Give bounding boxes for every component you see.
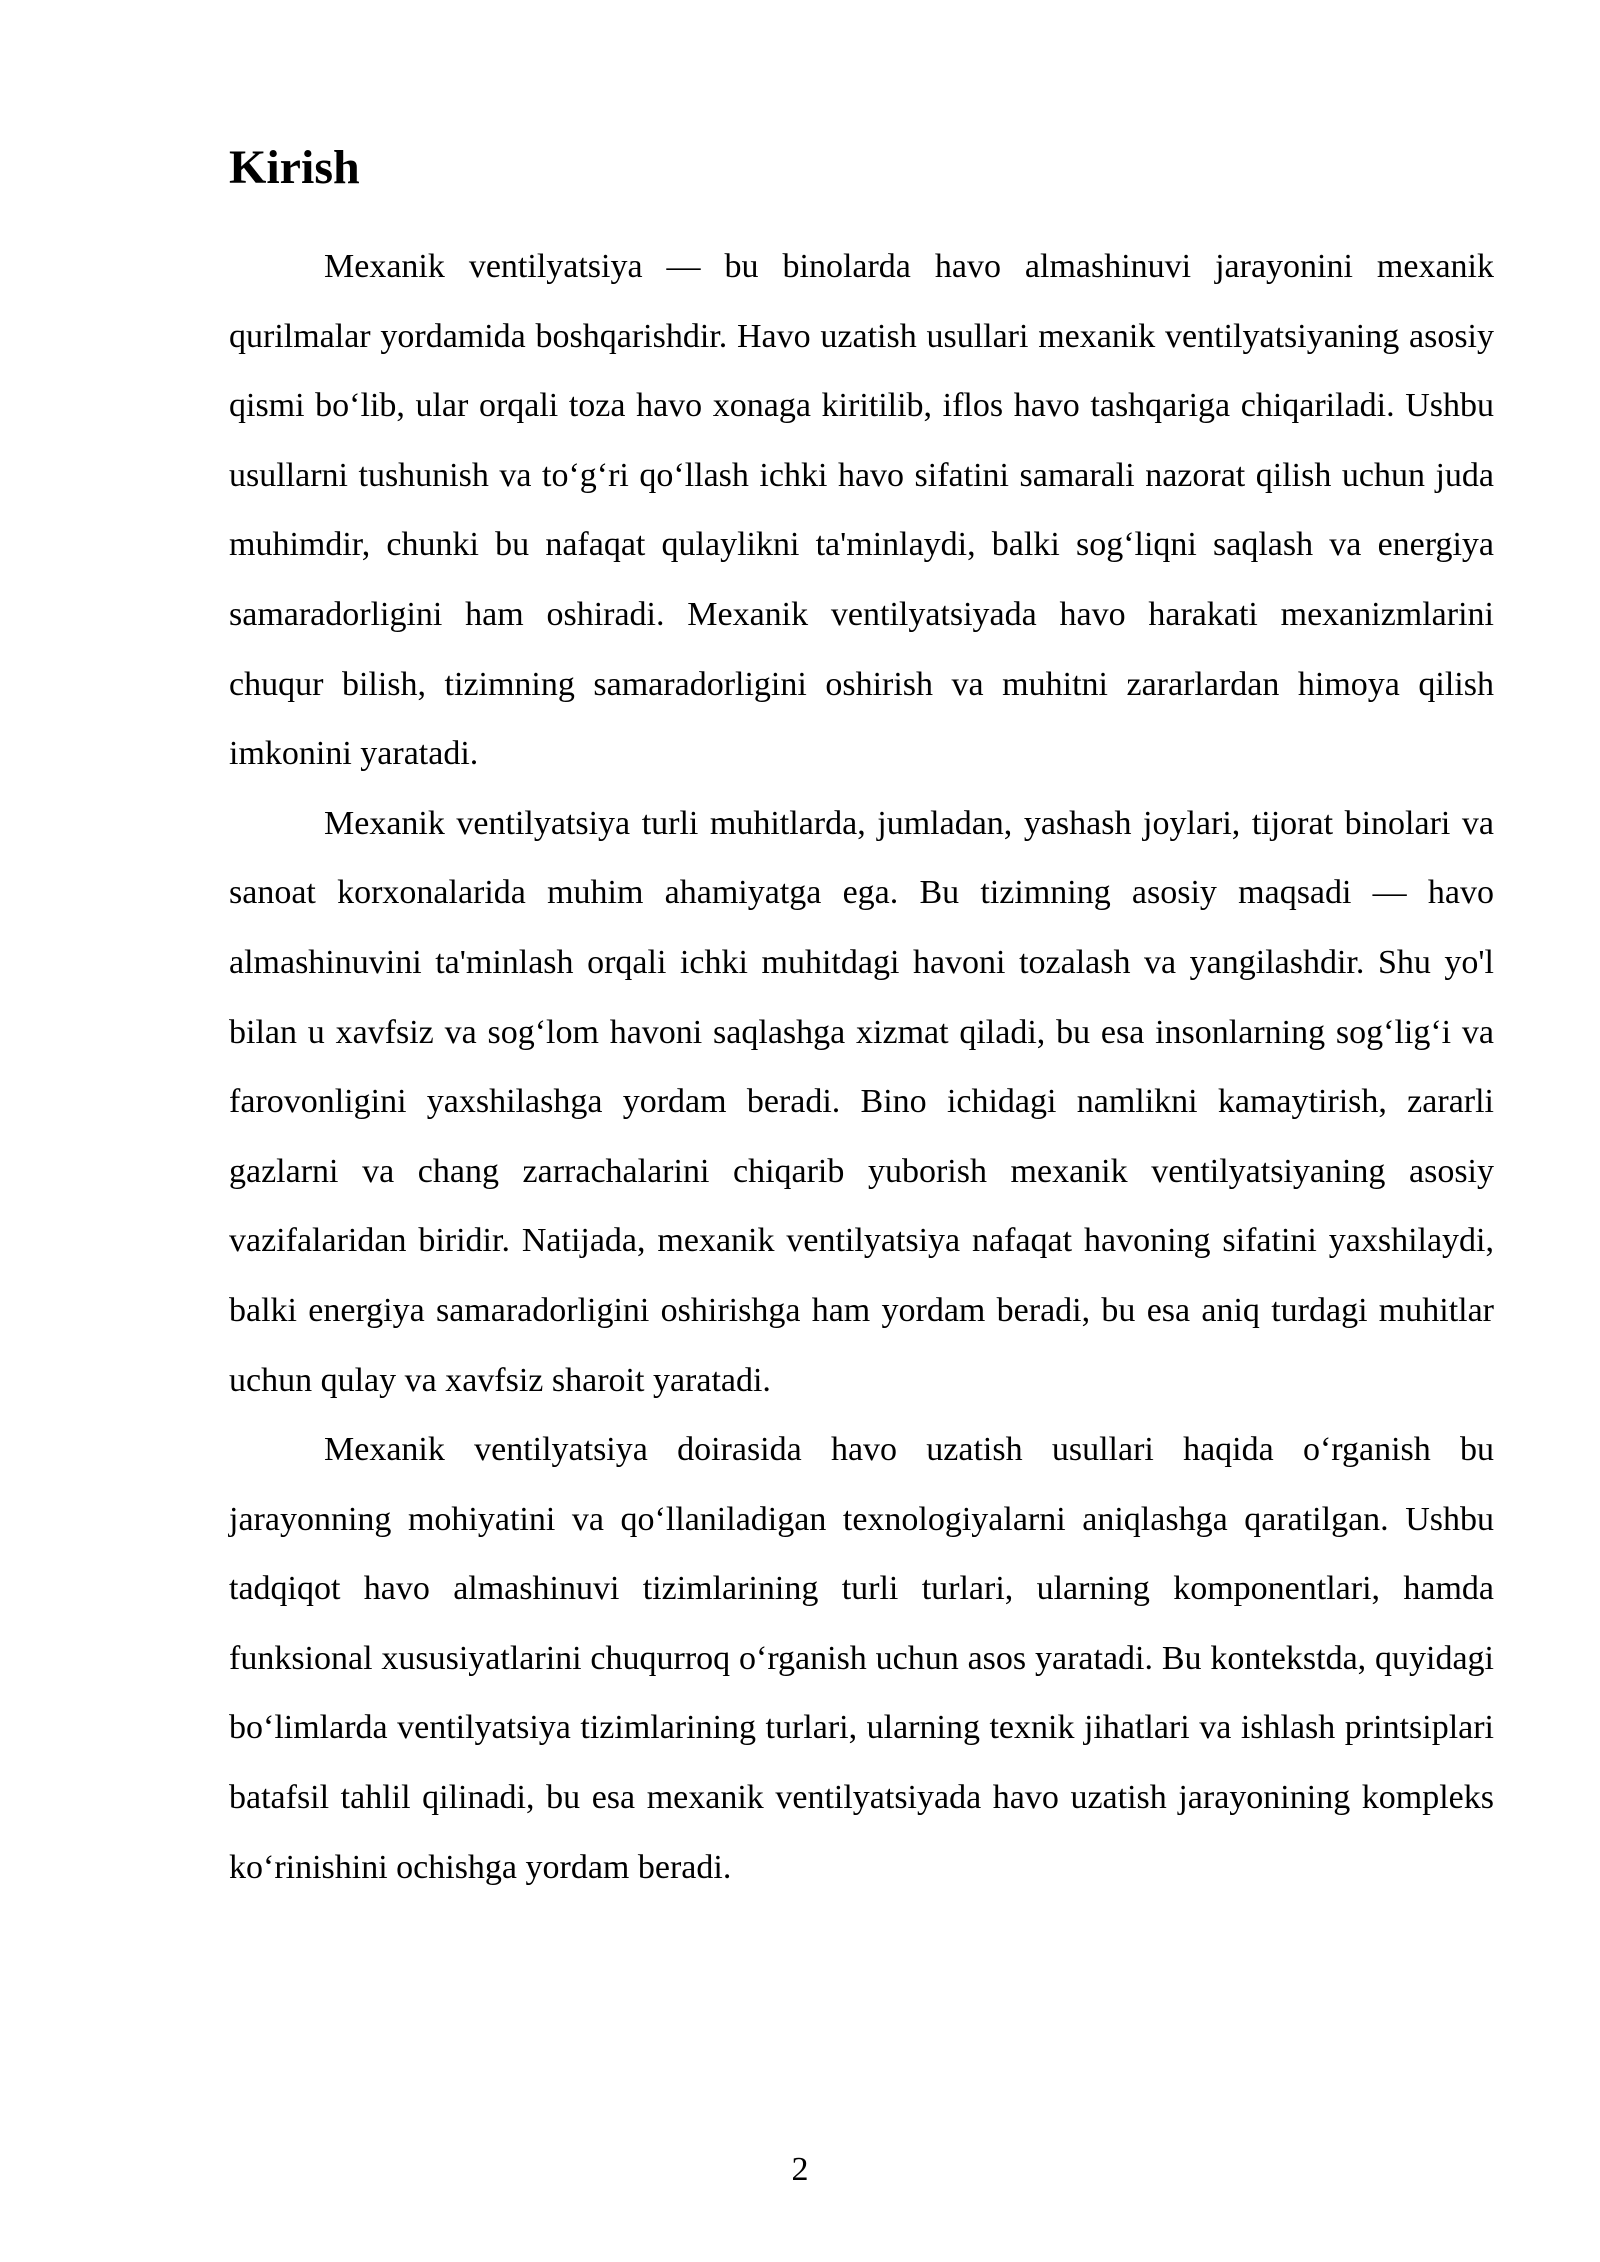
- paragraph-1: Mexanik ventilyatsiya — bu binolarda havo almashinuvi jarayonini mexanik qurilmalar yordamida boshqarishdir. Havo uzatish usullari mexanik ventilyatsiyaning asosiy qismi bo‘lib, ular orqali toza havo xonaga kiritilib, iflos havo tashqariga chiqariladi. Ushbu usullarni tushunish va to‘g‘ri qo‘llash ichki havo sifatini samarali nazorat qilish uchun juda muhimdir, chunki bu nafaqat qulaylikni ta'minlaydi, balki sog‘liqni saqlash va energiya samaradorligini ham oshiradi. Mexanik ventilyatsiyada havo harakati mexanizmlarini chuqur bilish, tizimning samaradorligini oshirish va muhitni zararlardan himoya qilish imkonini yaratadi.: [229, 248, 1494, 773]
- page-number: 2: [791, 2151, 809, 2188]
- paragraph-3: Mexanik ventilyatsiya doirasida havo uzatish usullari haqida o‘rganish bu jarayonning mohiyatini va qo‘llaniladigan texnologiyalarni aniqlashga qaratilgan. Ushbu tadqiqot havo almashinuvi tizimlarining turli turlari, ularning komponentlari, hamda funksional xususiyatlarini chuqurroq o‘rganish uchun asos yaratadi. Bu kontekstda, quyidagi bo‘limlarda ventilyatsiya tizimlarining turlari, ularning texnik jihatlari va ishlash printsiplari batafsil tahlil qilinadi, bu esa mexanik ventilyatsiyada havo uzatish jarayonining kompleks ko‘rinishini ochishga yordam beradi.: [229, 1431, 1494, 1886]
- paragraph-2: Mexanik ventilyatsiya turli muhitlarda, jumladan, yashash joylari, tijorat binolari va sanoat korxonalarida muhim ahamiyatga ega. Bu tizimning asosiy maqsadi — havo almashinuvini ta'minlash orqali ichki muhitdagi havoni tozalash va yangilashdir. Shu yo'l bilan u xavfsiz va sog‘lom havoni saqlashga xizmat qiladi, bu esa insonlarning sog‘lig‘i va farovonligini yaxshilashga yordam beradi. Bino ichidagi namlikni kamaytirish, zararli gazlarni va chang zarrachalarini chiqarib yuborish mexanik ventilyatsiyaning asosiy vazifalaridan biridir. Natijada, mexanik ventilyatsiya nafaqat havoning sifatini yaxshilaydi, balki energiya samaradorligini oshirishga ham yordam beradi, bu esa aniq turdagi muhitlar uchun qulay va xavfsiz sharoit yaratadi.: [229, 804, 1494, 1399]
- page-title: Kirish: [229, 141, 360, 194]
- body-text: [229, 232, 1494, 1902]
